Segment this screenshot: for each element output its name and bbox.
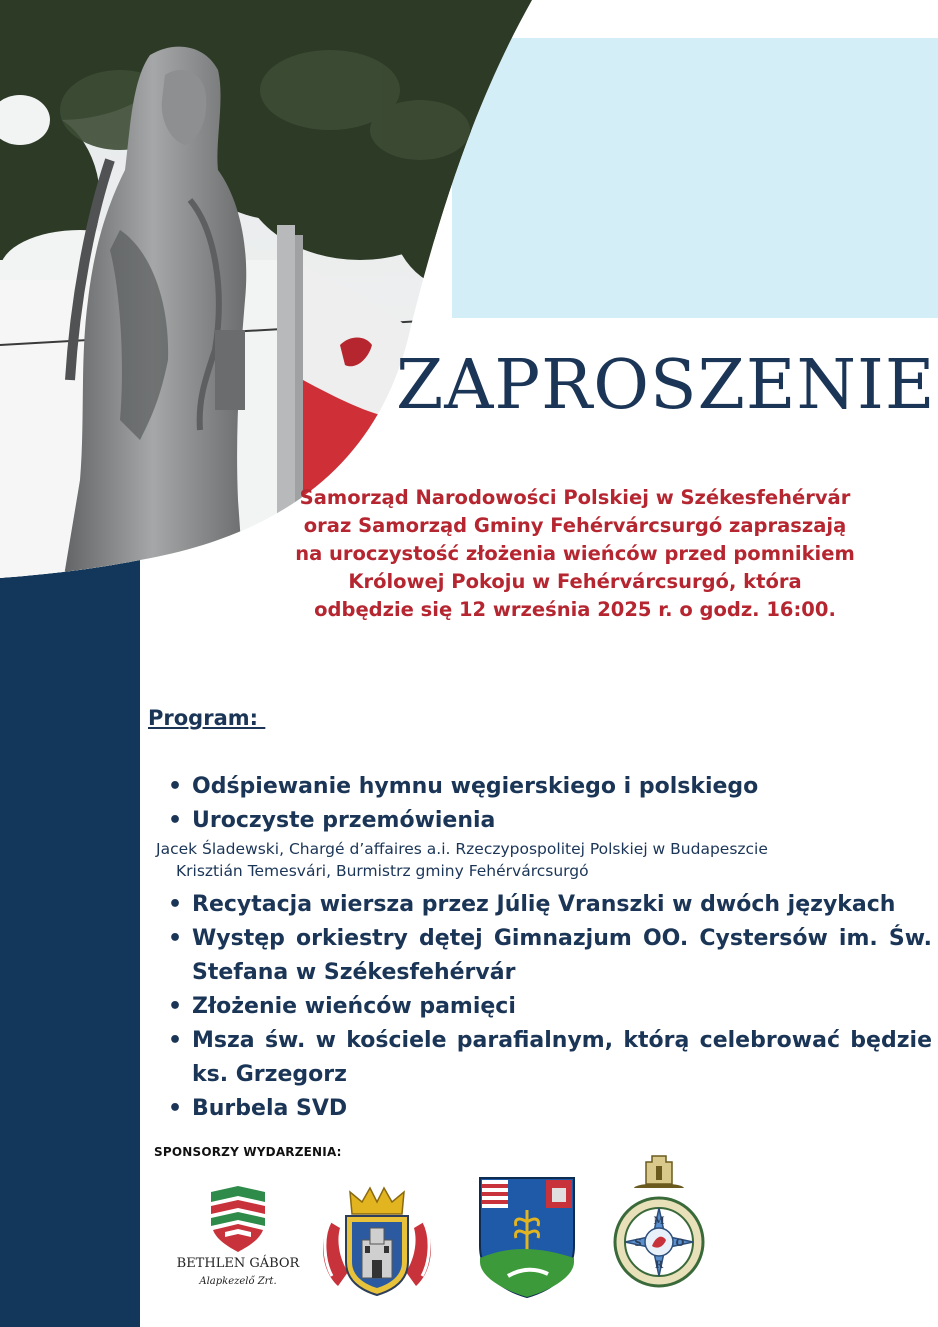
bullet-icon: •	[168, 1028, 183, 1053]
program-item	[160, 922, 932, 990]
bullet-icon: •	[168, 994, 183, 1019]
program-item	[160, 990, 932, 1024]
program-item-text: Odśpiewanie hymnu węgierskiego i polskiego	[192, 774, 759, 799]
seal-letter: O	[675, 1238, 685, 1249]
intro-text	[240, 484, 910, 624]
program-item	[160, 1024, 932, 1092]
program-item-text: ks. Grzegorz	[192, 1062, 347, 1087]
intro-line: odbędzie się 12 września 2025 r. o godz. 16:00.	[314, 598, 836, 621]
program-item-text: Msza św. w kościele parafialnym, którą celebrować będzie	[192, 1028, 932, 1053]
intro-line: Królowej Pokoju w Fehérvárcsurgó, która	[348, 570, 802, 593]
program-item-text: Stefana w Székesfehérvár	[192, 960, 516, 985]
program-item	[160, 1092, 932, 1126]
bullet-icon: •	[168, 1096, 183, 1121]
program-item-text: Burbela SVD	[192, 1096, 348, 1121]
program-item-text: Recytacja wiersza przez Júlię Vranszki w dwóch językach	[192, 892, 896, 917]
intro-line: oraz Samorząd Gminy Fehérvárcsurgó zapraszają	[303, 514, 847, 537]
program-item-text: Złożenie wieńców pamięci	[192, 994, 516, 1019]
page-title: ZAPROSZENIE	[396, 346, 936, 425]
navy-side-block	[0, 560, 140, 1327]
bethlen-gabor-name: BETHLEN GÁBOR	[176, 1256, 300, 1271]
program-heading: Program:	[148, 706, 266, 730]
bullet-icon: •	[168, 774, 183, 799]
seal-letter: M	[653, 1216, 665, 1227]
bullet-icon: •	[168, 926, 183, 951]
bethlen-gabor-logo-icon	[205, 1182, 271, 1254]
program-item-text: Występ orkiestry dętej Gimnazjum OO. Cystersów im. Św.	[192, 926, 932, 951]
sponsors-label: SPONSORZY WYDARZENIA:	[154, 1145, 342, 1159]
speaker-line: Krisztián Temesvári, Burmistrz gminy Fehérvárcsurgó	[176, 862, 589, 880]
order-seal-icon	[612, 1154, 706, 1292]
intro-line: Samorząd Narodowości Polskiej w Székesfehérvár	[299, 486, 851, 509]
program-list	[156, 770, 932, 1126]
intro-line: na uroczystość złożenia wieńców przed pomnikiem	[295, 542, 855, 565]
bullet-icon: •	[168, 808, 183, 833]
seal-letter: R	[654, 1260, 664, 1271]
bullet-icon: •	[168, 892, 183, 917]
village-shield-icon	[478, 1176, 576, 1298]
city-coat-of-arms-icon	[318, 1182, 436, 1296]
program-item	[160, 804, 932, 838]
program-item	[160, 888, 932, 922]
program-item	[160, 770, 932, 804]
bethlen-gabor-subtitle: Alapkezelő Zrt.	[199, 1276, 277, 1287]
seal-letter: S	[634, 1238, 642, 1249]
speaker-line: Jacek Śladewski, Chargé d’affaires a.i. Rzeczypospolitej Polskiej w Budapeszcie	[156, 840, 768, 858]
program-item-text: Uroczyste przemówienia	[192, 808, 496, 833]
